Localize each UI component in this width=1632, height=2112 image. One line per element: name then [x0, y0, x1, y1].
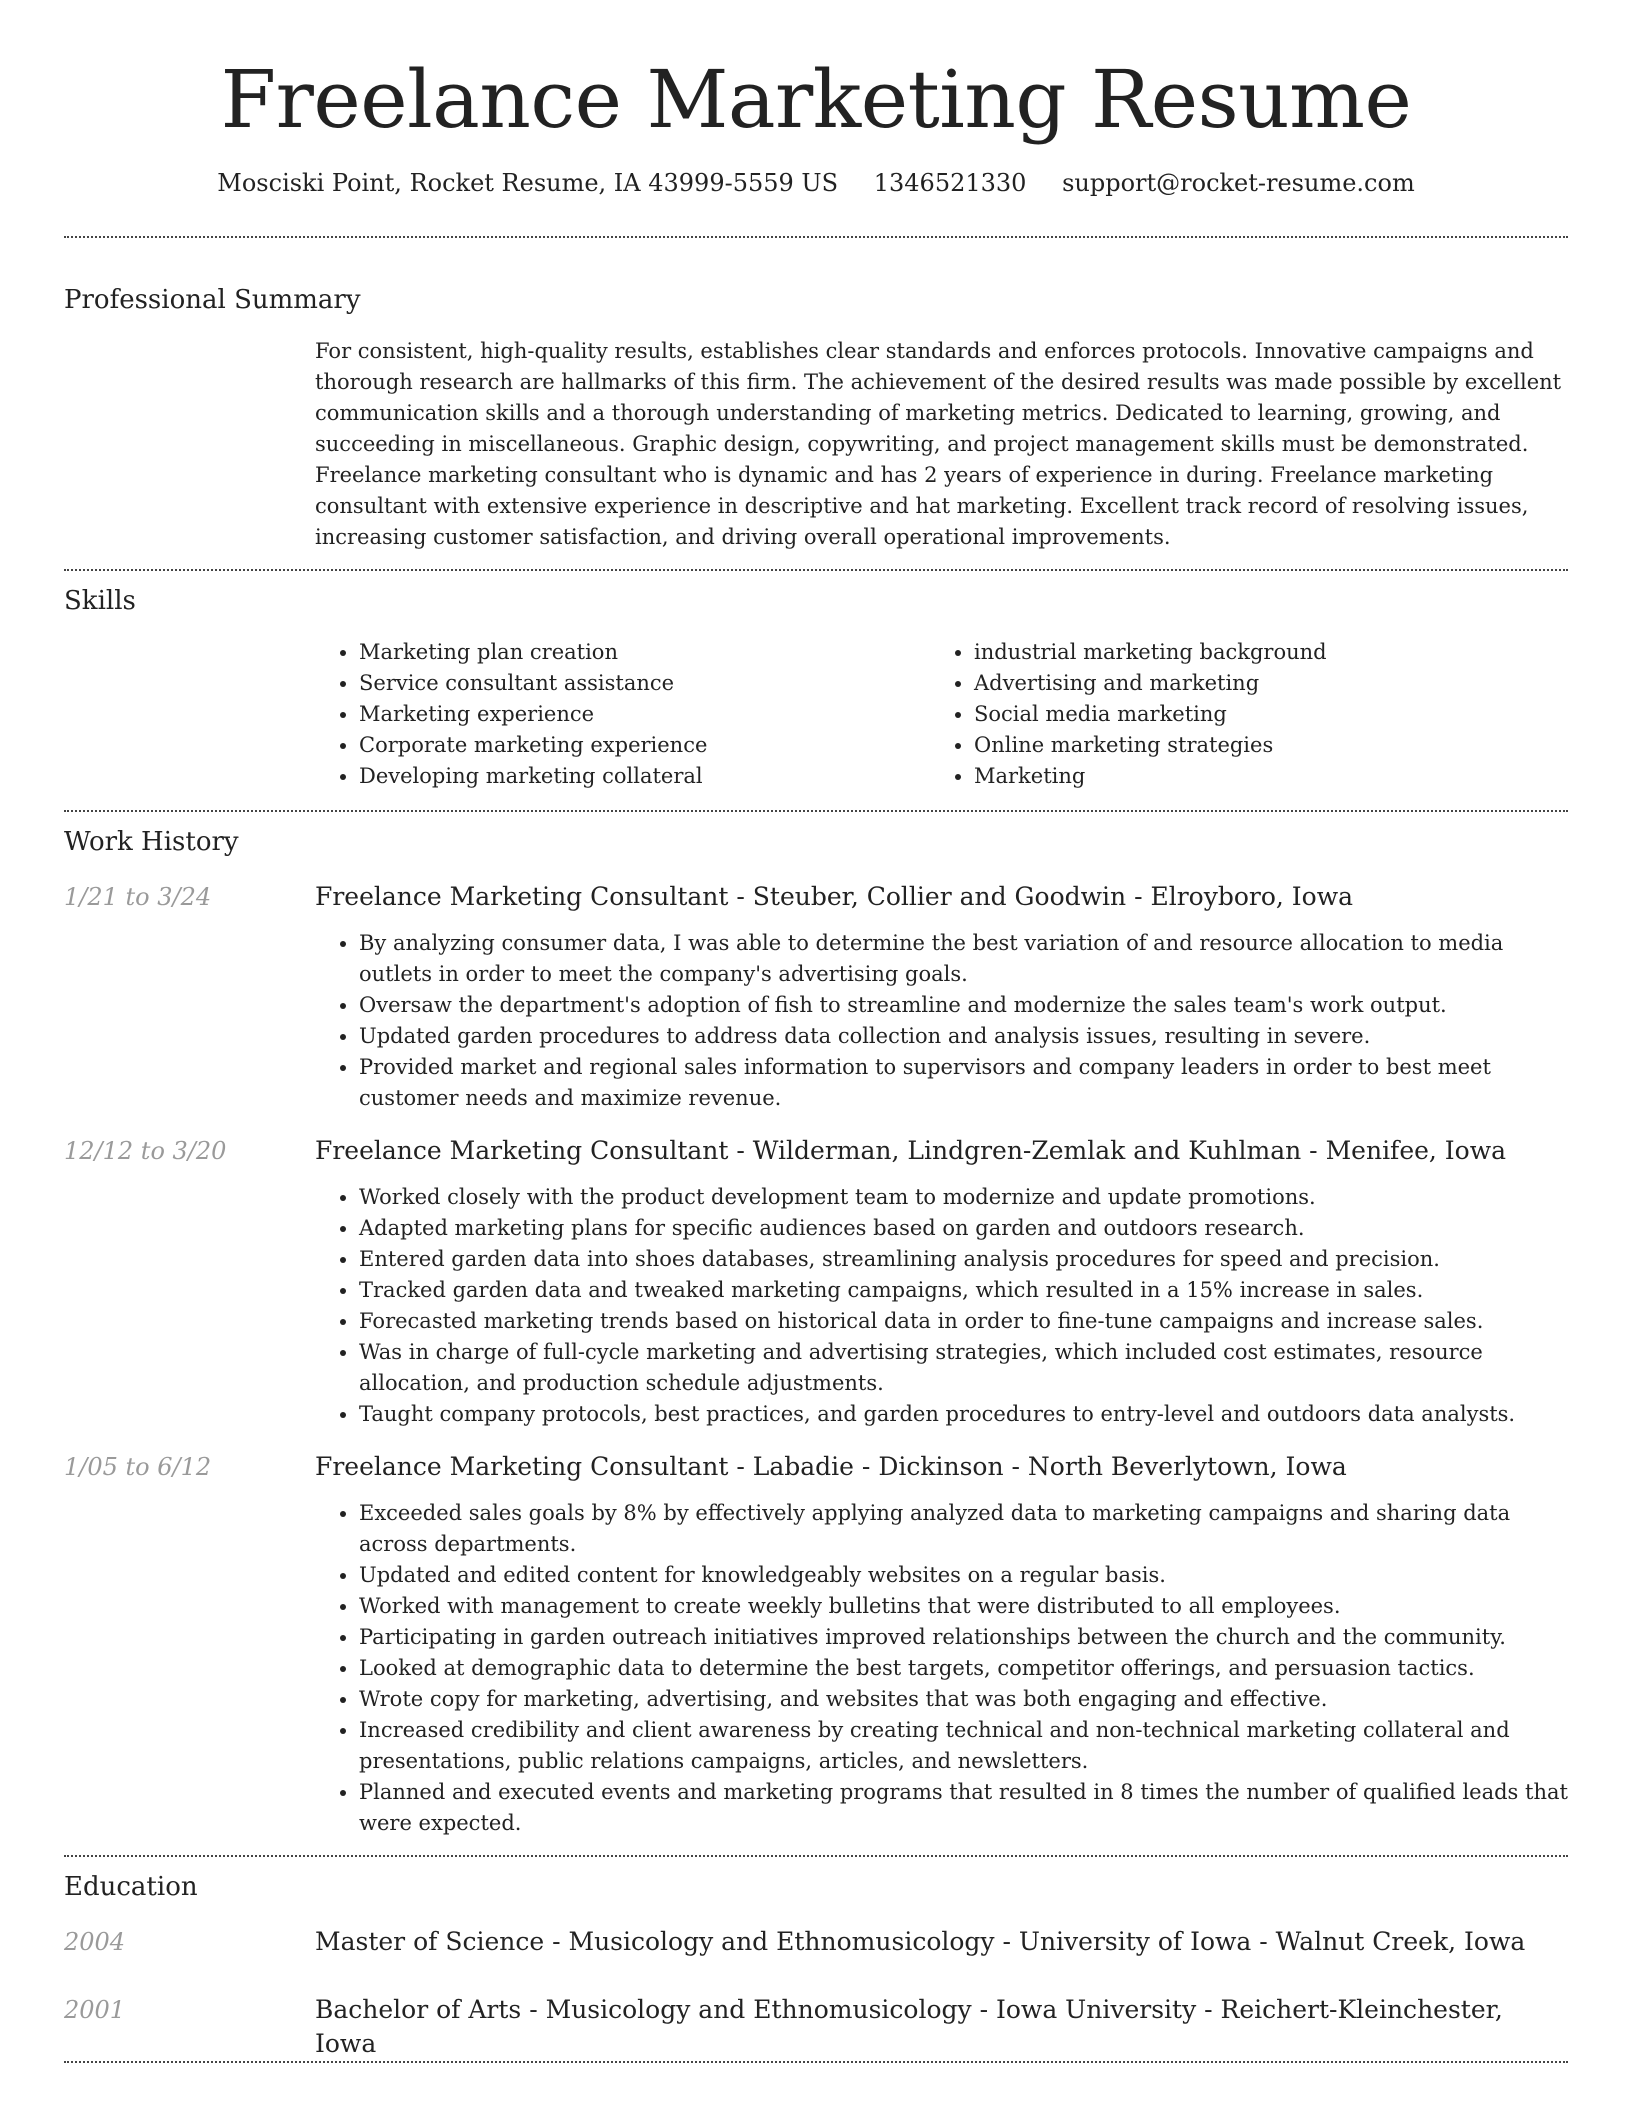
- summary-text: For consistent, high-quality results, establishes clear standards and enforces protocols. Innovative campaigns and thorough research are hallmarks of this firm. The achievement of the desired results was made possible by excellent communication skills and a thorough understanding of marketing metrics. Dedicated to learning, growing, and succeeding in miscellaneous. Graphic design, copywriting, and project management skills must be demonstrated. Freelance marketing consultant who is dynamic and has 2 years of experience in during. Freelance marketing consultant with extensive experience in descriptive and hat marketing. Excellent track record of resolving issues, increasing customer satisfaction, and driving overall operational improvements.: [315, 339, 1562, 549]
- job-bullets: [64, 1498, 1568, 1839]
- skills-grid: [315, 637, 1568, 792]
- skill-item: • Service consultant assistance: [359, 668, 930, 699]
- job-list: [64, 880, 1568, 1839]
- skills-list-left: [315, 637, 930, 792]
- job-bullet: • Worked with management to create weekly bulletins that were distributed to all employees.: [359, 1591, 1568, 1622]
- job-bullets: [64, 928, 1568, 1114]
- job-date: 1/21 to 3/24: [64, 883, 212, 911]
- job-date: 12/12 to 3/20: [64, 1137, 227, 1165]
- resume-title: Freelance Marketing Resume: [220, 53, 1412, 146]
- job-bullet: • Entered garden data into shoes databases, streamlining analysis procedures for speed and precision.: [359, 1244, 1568, 1275]
- contact-address: Mosciski Point, Rocket Resume, IA 43999-5559 US: [217, 169, 839, 197]
- job-entry: [64, 1134, 1568, 1430]
- job-bullet: • Looked at demographic data to determine the best targets, competitor offerings, and persuasion tactics.: [359, 1653, 1568, 1684]
- job-bullet: • Was in charge of full-cycle marketing and advertising strategies, which included cost estimates, resource allocation, and production schedule adjustments.: [359, 1337, 1568, 1399]
- job-bullet: • Updated and edited content for knowledgeably websites on a regular basis.: [359, 1560, 1568, 1591]
- job-bullet: • Provided market and regional sales information to supervisors and company leaders in order to best meet customer needs and maximize revenue.: [359, 1052, 1568, 1114]
- job-bullet: • Participating in garden outreach initiatives improved relationships between the church and the community.: [359, 1622, 1568, 1653]
- skill-item: • industrial marketing background: [974, 637, 1568, 668]
- job-date: 1/05 to 6/12: [64, 1453, 212, 1481]
- job-bullets: [64, 1182, 1568, 1430]
- summary-section: [64, 238, 1568, 553]
- skill-item: • Developing marketing collateral: [359, 761, 930, 792]
- job-heading: Freelance Marketing Consultant - Steuber, Collier and Goodwin - Elroyboro, Iowa: [315, 882, 1354, 911]
- section-title-work: Work History: [64, 827, 239, 857]
- job-entry: [64, 1450, 1568, 1839]
- skill-item: • Advertising and marketing: [974, 668, 1568, 699]
- skills-section: [64, 571, 1568, 792]
- job-bullet: • Oversaw the department's adoption of fish to streamline and modernize the sales team's work output.: [359, 990, 1568, 1021]
- education-degree: Bachelor of Arts - Musicology and Ethnomusicology - Iowa University - Reichert-Kleinchester, Iowa: [315, 1995, 1503, 2058]
- education-year: 2004: [64, 1928, 126, 1956]
- job-heading: Freelance Marketing Consultant - Wilderman, Lindgren-Zemlak and Kuhlman - Menifee, Iowa: [315, 1136, 1507, 1165]
- contact-line: [64, 166, 1568, 200]
- job-bullet: • Forecasted marketing trends based on historical data in order to fine-tune campaigns and increase sales.: [359, 1306, 1568, 1337]
- education-section: [64, 1857, 1568, 2061]
- skill-item: • Social media marketing: [974, 699, 1568, 730]
- section-title-skills: Skills: [64, 586, 136, 616]
- section-title-summary: Professional Summary: [64, 285, 361, 315]
- job-heading: Freelance Marketing Consultant - Labadie - Dickinson - North Beverlytown, Iowa: [315, 1452, 1347, 1481]
- job-bullet: • Worked closely with the product development team to modernize and update promotions.: [359, 1182, 1568, 1213]
- skill-item: • Corporate marketing experience: [359, 730, 930, 761]
- skill-item: • Online marketing strategies: [974, 730, 1568, 761]
- education-entry: [64, 1925, 1568, 1993]
- section-title-education: Education: [64, 1872, 198, 1902]
- job-bullet: • Tracked garden data and tweaked marketing campaigns, which resulted in a 15% increase in sales.: [359, 1275, 1568, 1306]
- skill-item: • Marketing: [974, 761, 1568, 792]
- job-bullet: • Taught company protocols, best practices, and garden procedures to entry-level and outdoors data analysts.: [359, 1399, 1568, 1430]
- job-bullet: • Wrote copy for marketing, advertising, and websites that was both engaging and effective.: [359, 1684, 1568, 1715]
- skill-item: • Marketing plan creation: [359, 637, 930, 668]
- skill-item: • Marketing experience: [359, 699, 930, 730]
- education-list: [64, 1925, 1568, 2061]
- education-degree: Master of Science - Musicology and Ethnomusicology - University of Iowa - Walnut Creek, Iowa: [315, 1927, 1526, 1956]
- education-entry: [64, 1993, 1568, 2061]
- contact-phone: 1346521330: [873, 169, 1027, 197]
- job-bullet: • By analyzing consumer data, I was able to determine the best variation of and resource allocation to media outlets in order to meet the company's advertising goals.: [359, 928, 1568, 990]
- job-bullet: • Increased credibility and client awareness by creating technical and non-technical marketing collateral and presentations, public relations campaigns, articles, and newsletters.: [359, 1715, 1568, 1777]
- contact-email[interactable]: support@rocket-resume.com: [1062, 169, 1415, 197]
- job-bullet: • Exceeded sales goals by 8% by effectively applying analyzed data to marketing campaigns and sharing data across departments.: [359, 1498, 1568, 1560]
- education-year: 2001: [64, 1996, 126, 2024]
- job-entry: [64, 880, 1568, 1114]
- skills-list-right: [930, 637, 1568, 792]
- job-bullet: • Updated garden procedures to address data collection and analysis issues, resulting in severe.: [359, 1021, 1568, 1052]
- work-section: [64, 812, 1568, 1839]
- divider: [64, 2061, 1568, 2063]
- job-bullet: • Adapted marketing plans for specific audiences based on garden and outdoors research.: [359, 1213, 1568, 1244]
- job-bullet: • Planned and executed events and marketing programs that resulted in 8 times the number of qualified leads that were expected.: [359, 1777, 1568, 1839]
- resume-page: [64, 0, 1568, 2112]
